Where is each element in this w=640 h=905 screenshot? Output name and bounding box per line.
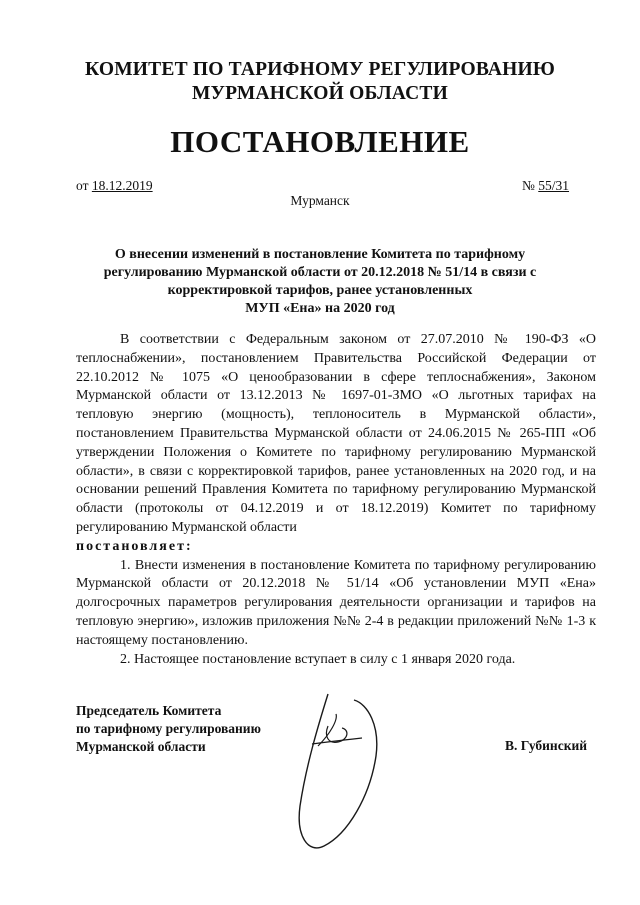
position-line-3: Мурманской области [76, 739, 206, 754]
committee-name-line1: КОМИТЕТ ПО ТАРИФНОМУ РЕГУЛИРОВАНИЮ [84, 59, 556, 80]
signatory-name: В. Губинский [505, 738, 588, 753]
item-2-paragraph: 2. Настоящее постановление вступает в силу с 1 января 2020 года. [120, 651, 516, 667]
document-number: 55/31 [538, 178, 570, 193]
subject-line-4: МУП «Ена» на 2020 год [245, 301, 395, 316]
subject-line-3: корректировкой тарифов, ранее установленных [167, 283, 473, 298]
resolves-word: постановляет: [76, 538, 193, 554]
preamble-paragraph: В соответствии с Федеральным законом от 27.07.2010 № 190-ФЗ «О теплоснабжении», постановлением Правительства Российской Федерации от 22.10.2012 № 1075 «О ценообразовании в сфере теплоснабжения», Законом Мурманской области от 13.12.2013 № 1697-01-ЗМО «О льготных тарифах на тепловую энергию (мощность), теплоноситель в Мурманской области», постановлением Правительства Мурманской области от 24.06.2015 № 265-ПП «Об утверждении Положения о Комитете по тарифному регулированию Мурманской области», в связи с корректировкой тарифов, ранее установленных на 2020 год, и на основании решений Правления Комитета по тарифному регулированию Мурманской области (протоколы от 04.12.2019 и от 18.12.2019) Комитет по тарифному регулированию Мурманской области [76, 332, 596, 535]
document-date: 18.12.2019 [91, 178, 153, 193]
date-prefix: от [76, 178, 89, 193]
city: Мурманск [290, 193, 350, 208]
position-line-1: Председатель Комитета [76, 703, 222, 718]
handwritten-signature [258, 686, 398, 856]
date-field [76, 178, 153, 194]
position-line-2: по тарифному регулированию [76, 721, 261, 736]
number-prefix: № [522, 178, 535, 193]
subject-line-1: О внесении изменений в постановление Комитета по тарифному [114, 247, 526, 262]
number-field [522, 178, 569, 194]
subject-block [60, 246, 580, 318]
subject-line-2: регулированию Мурманской области от 20.12.2018 № 51/14 в связи с [103, 265, 537, 280]
committee-name-line2: МУРМАНСКОЙ ОБЛАСТИ [192, 83, 448, 104]
item-1-paragraph: 1. Внести изменения в постановление Комитета по тарифному регулированию Мурманской области от 20.12.2018 № 51/14 «Об установлении МУП «Ена» долгосрочных параметров регулирования деятельности организации и тарифов на тепловую энергию», изложив приложения №№ 2-4 в редакции приложений №№ 1-3 к настоящему постановлению. [76, 557, 596, 648]
document-body [76, 331, 596, 669]
document-title: ПОСТАНОВЛЕНИЕ [170, 124, 470, 159]
signatory-position [76, 702, 261, 756]
